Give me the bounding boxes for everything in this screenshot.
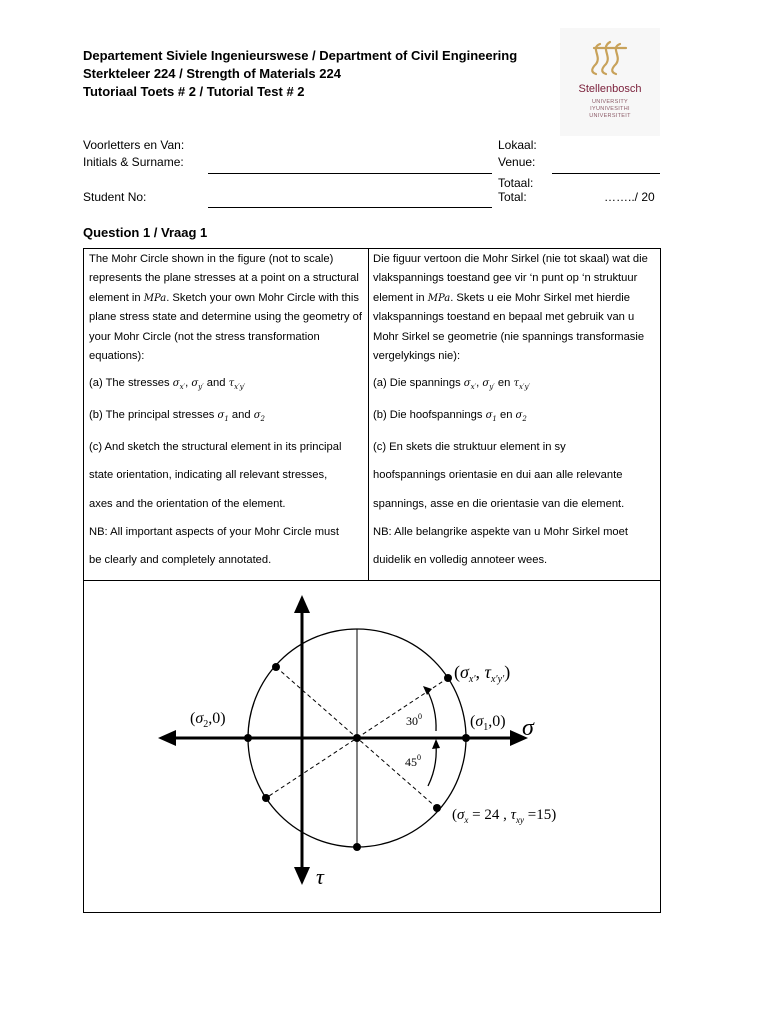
initials-input-line[interactable]	[208, 173, 492, 174]
venue-label-en: Venue:	[498, 155, 536, 169]
intro-en: The Mohr Circle shown in the figure (not to scale) represents the plane stresses at a point on a structural element in MPa. Sketch your own Mohr Circle with this plane stress state and determine using the geometry of your Mohr Circle (not the stress transformation equations):	[89, 253, 363, 363]
student-no-label: Student No:	[83, 190, 147, 204]
sigma-axis-left-arrow-icon	[158, 730, 176, 746]
nb-en: NB: All important aspects of your Mohr Circle must be clearly and completely annotated.	[89, 525, 339, 566]
total-score: ……../ 20	[604, 190, 655, 204]
prime-point	[444, 674, 452, 682]
total-label-af: Totaal:	[498, 176, 534, 190]
given-label: ($\sigma_x = 24$ , $\tau_{xy} =15$)	[452, 807, 557, 825]
question-title: Question 1 / Vraag 1	[83, 225, 208, 240]
part-b-af: (b) Die hoofspannings $\sigma_1$ en $\sigma_2$	[373, 408, 527, 423]
part-c-af: (c) En skets die struktuur element in sy hoofspannings orientasie en dui aan alle relevante spannings, asse en die orientasie van die element.	[373, 440, 625, 510]
sigma2-point	[244, 734, 252, 742]
test-title: Tutoriaal Toets # 2 / Tutorial Test # 2	[83, 84, 305, 99]
venue-input-line[interactable]	[552, 173, 660, 174]
part-a-af: (a) Die spannings $\sigma_{x'}$, $\sigma_{y'}$ en $\tau_{x'y'}$	[373, 377, 531, 392]
prime-label: ($\sigma_{x'}$, $\tau_{x'y'}$)	[454, 662, 511, 685]
sigma1-point	[462, 734, 470, 742]
logo-emblem-icon	[560, 28, 660, 78]
sigma-axis-label: σ	[522, 715, 534, 741]
angle-45-label: $45^0$	[405, 753, 421, 769]
given-opposite-point	[272, 663, 280, 671]
question-text-af	[373, 250, 657, 570]
tau-max-point	[353, 843, 361, 851]
initials-label-en: Initials & Surname:	[83, 155, 184, 169]
tau-axis-label: τ	[316, 864, 324, 889]
part-b-en: (b) The principal stresses $\sigma_1$ and $\sigma_2$	[89, 408, 265, 423]
sigma2-label: $(\sigma_2,0)$	[190, 710, 226, 730]
venue-label-af: Lokaal:	[498, 138, 537, 152]
student-no-input-line[interactable]	[208, 207, 492, 208]
nb-af: NB: Alle belangrike aspekte van u Mohr Sirkel moet duidelik en volledig annoteer wees.	[373, 525, 628, 566]
total-label-en: Total:	[498, 190, 527, 204]
logo-name: Stellenbosch	[578, 83, 642, 95]
logo-sub-3: UNIVERSITEIT	[589, 113, 631, 119]
tau-axis-down-arrow-icon	[294, 867, 310, 885]
column-divider	[368, 248, 369, 581]
sigma1-label: $(\sigma_1,0)$	[470, 713, 506, 733]
angle-45-arc	[428, 745, 436, 786]
center-point	[353, 734, 361, 742]
part-c-en: (c) And sketch the structural element in its principal state orientation, indicating all relevant stresses, axes and the orientation of the element.	[89, 440, 342, 510]
part-a-en: (a) The stresses $\sigma_{x'}$, $\sigma_{y'}$ and $\tau_{x'y'}$	[89, 377, 246, 392]
logo-sub-1: UNIVERSITY	[591, 99, 628, 105]
question-text-en	[89, 250, 363, 570]
intro-af: Die figuur vertoon die Mohr Sirkel (nie tot skaal) wat die vlakspannings toestand gee vir ‘n punt op ‘n struktuur element in MPa. Skets u eie Mohr Sirkel met hierdie vlakspannings toestand en bepaal met gebruik van u Mohr Sirkel se geometrie (nie spannings transformasie vergelykings nie):	[373, 253, 648, 363]
angle-45-arrow-icon	[432, 739, 440, 749]
angle-30-label: $30^0$	[406, 712, 422, 728]
logo-sub-2: IYUNIVESITHI	[590, 106, 630, 112]
initials-label-af: Voorletters en Van:	[83, 138, 185, 152]
given-point	[433, 804, 441, 812]
mohr-circle-figure	[84, 581, 660, 912]
stellenbosch-logo	[560, 28, 660, 136]
angle-30-arc	[427, 690, 436, 731]
department-title: Departement Siviele Ingenieurswese / Department of Civil Engineering	[83, 48, 518, 63]
prime-opposite-point	[262, 794, 270, 802]
course-title: Sterkteleer 224 / Strength of Materials 224	[83, 66, 341, 81]
tau-axis-up-arrow-icon	[294, 595, 310, 613]
